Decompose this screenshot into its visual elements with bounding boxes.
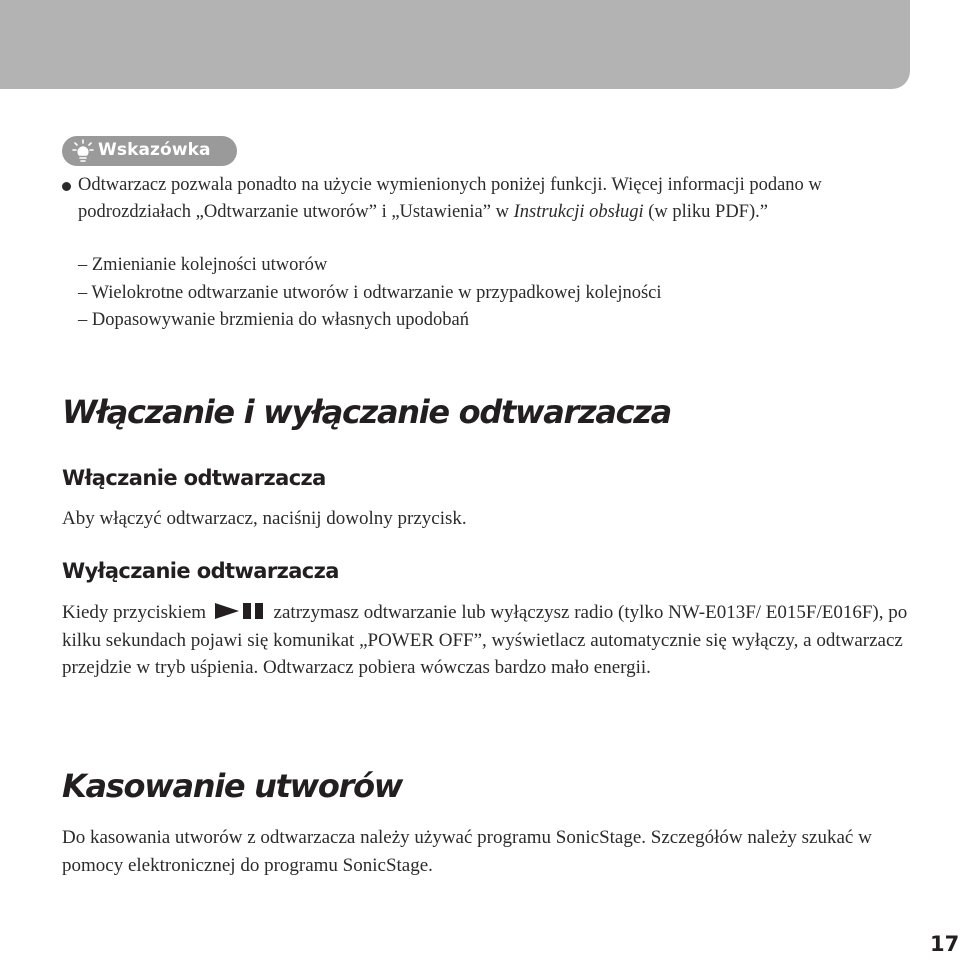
power-on-text: Aby włączyć odtwarzacz, naciśnij dowolny przycisk. [62,508,467,529]
play-pause-icon [213,602,267,620]
delete-text: Do kasowania utworów z odtwarzacza należy używać programu SonicStage. Szczegółów należy szukać w pomocy elektronicznej do programu SonicStage. [62,827,872,876]
section-title-power: Włączanie i wyłączanie odtwarzacza [62,393,671,431]
page-number: 17 [930,932,960,956]
tip-list-item: – Wielokrotne odtwarzanie utworów i odtwarzanie w przypadkowej kolejności [78,283,662,303]
header-band [0,0,910,89]
tip-label: Wskazówka [98,140,211,160]
tip-paragraph: Odtwarzacz pozwala ponadto na użycie wymienionych poniżej funkcji. Więcej informacji podano w podrozdziałach „Odtwarzanie utworów” i „Ustawienia” w Instrukcji obsługi (w pliku PDF).” [78,175,822,222]
section-title-delete: Kasowanie utworów [62,767,403,805]
heading-power-off: Wyłączanie odtwarzacza [62,559,339,583]
tip-list-item: – Dopasowywanie brzmienia do własnych upodobań [78,310,469,330]
heading-power-on: Włączanie odtwarzacza [62,466,326,490]
power-off-text: Kiedy przyciskiem zatrzymasz odtwarzanie lub wyłączysz radio (tylko NW-E013F/ E015F/E016F), po kilku sekundach pojawi się komunikat „POWER OFF”, wyświetlacz automatycznie się wyłączy, a odtwarzacz przejdzie w tryb uśpienia. Odtwarzacz pobiera wówczas bardzo mało energii. [62,602,908,678]
lightbulb-icon [72,139,94,163]
bullet-icon [62,182,71,191]
tip-list-item: – Zmienianie kolejności utworów [78,255,328,275]
manual-reference: Instrukcji obsługi [513,202,644,222]
tip-badge [62,136,237,166]
